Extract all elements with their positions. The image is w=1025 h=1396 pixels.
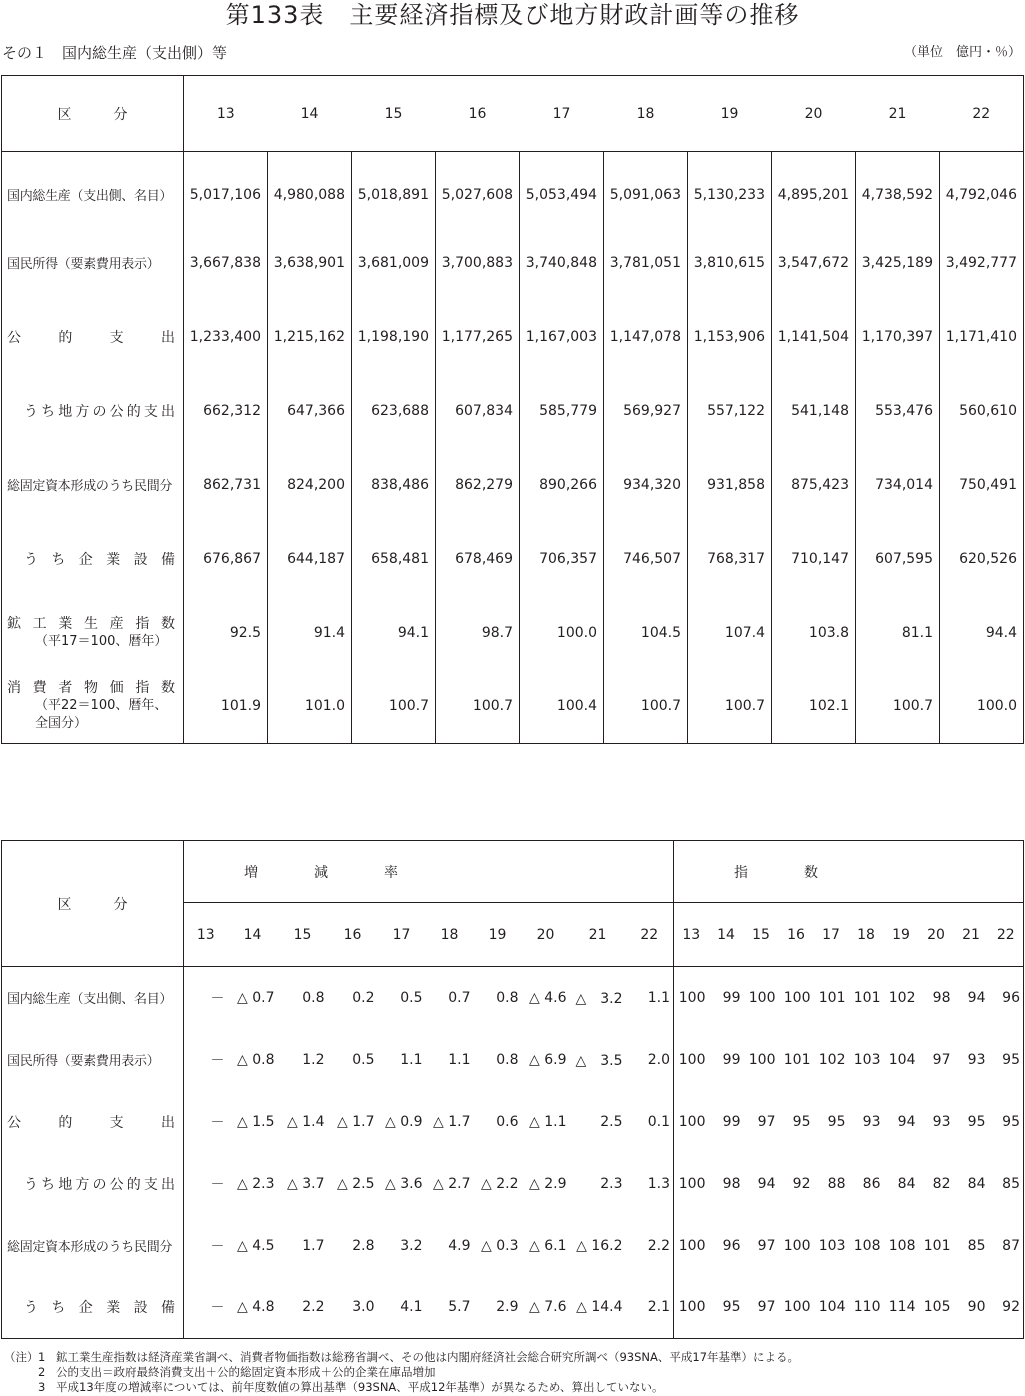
row-label: 公的支出 [2,1091,184,1153]
value-cell: 3,681,009 [352,226,436,300]
row-label: うち地方の公的支出 [2,1153,184,1215]
rate-cell: 2.9 [496,1299,519,1316]
rate-cell: 2.3 [600,1175,623,1192]
rate-cell: － [210,1052,225,1069]
year-header: 17 [520,76,604,152]
index-cell: 90 [967,1299,986,1316]
rate-cell: △ 1.5 [237,1113,275,1130]
value-cell: 4,980,088 [268,152,352,226]
row-label-main: 鉱工業生産指数 [7,615,175,632]
note-head [4,1380,38,1395]
value-cell: 838,486 [352,448,436,522]
index-cell: 100 [748,1051,776,1068]
value-cell: 620,526 [959,550,1017,567]
rate-cell: 0.6 [496,1113,519,1130]
index-cell: 97 [757,1237,776,1254]
value-cell: 3,638,901 [268,226,352,300]
row-label: うち企業設備 [2,1277,184,1339]
index-cell: 103 [853,1051,881,1068]
rate-cell: △ 2.7 [433,1175,471,1192]
value-cell: 623,688 [352,374,436,448]
table-row [2,1153,1024,1215]
value-cell: 92.5 [184,596,268,670]
value-cell: 1,167,003 [520,300,604,374]
index-header-text: 指 数 [734,864,818,881]
index-cell: 100 [783,989,811,1006]
value-cell: 541,148 [772,374,856,448]
rate-cell: △ 14.4 [576,1299,623,1316]
footnotes [4,1350,799,1395]
value-cell: 94.4 [985,624,1017,641]
rate-cell: △ 2.3 [237,1175,275,1192]
year-header: 19 [688,76,772,152]
index-cell: 94 [967,989,986,1006]
index-year-header: 13 [674,903,709,967]
main-indicators-table [1,75,1024,744]
row-label-main: 消費者物価指数 [7,680,175,697]
rate-cell: △ 4.6 [529,989,567,1006]
page-title: 第133表 主要経済指標及び地方財政計画等の推移 [225,1,800,29]
table-row [2,1029,1024,1091]
rate-cell: 0.5 [400,989,423,1006]
rate-cell: 3.2 [400,1237,423,1254]
index-year-header: 21 [954,903,989,967]
note-number: 1 [38,1350,46,1364]
index-cell: 100 [678,1299,706,1316]
index-cell: 97 [757,1299,776,1316]
index-cell: 93 [967,1051,986,1068]
rate-cell: △ 6.1 [529,1237,567,1254]
rate-cell: 1.1 [448,1051,471,1068]
value-cell: 1,171,410 [945,328,1017,345]
rate-year-header: 20 [522,903,570,967]
rate-cell: △ 6.9 [529,1051,567,1068]
value-cell: 676,867 [184,522,268,596]
value-cell: 100.7 [436,670,520,744]
value-cell: 100.7 [688,670,772,744]
index-cell: 96 [722,1237,741,1254]
value-cell: 91.4 [268,596,352,670]
value-cell: 5,091,063 [604,152,688,226]
index-cell: 98 [722,1175,741,1192]
table-row [2,596,1024,670]
value-cell: 102.1 [772,670,856,744]
value-cell: 1,147,078 [604,300,688,374]
rate-cell: △ 1.7 [337,1113,375,1130]
index-cell: 101 [923,1237,951,1254]
rate-cell: － [210,1176,225,1193]
value-cell: 750,491 [959,476,1017,493]
index-cell: 94 [897,1113,916,1130]
value-cell: 3,425,189 [856,226,940,300]
value-cell: 710,147 [772,522,856,596]
row-label: うち地方の公的支出 [2,374,184,448]
index-cell: 92 [1002,1299,1020,1316]
index-cell: 102 [888,989,916,1006]
index-group-header [674,841,1024,903]
row-label-note: （平17＝100、暦年） [35,633,168,649]
rate-cell: － [210,1114,225,1131]
rate-year-header: 14 [228,903,278,967]
rate-cell: 0.8 [496,1051,519,1068]
index-cell: 103 [818,1237,846,1254]
value-cell: 100.7 [604,670,688,744]
row-label: 総固定資本形成のうち民間分 [2,448,184,522]
value-cell: 101.9 [184,670,268,744]
rate-year-header: 21 [570,903,626,967]
value-cell: 678,469 [436,522,520,596]
rate-cell: △ 1.4 [287,1113,325,1130]
note-text: 鉱工業生産指数は経済産業省調べ、消費者物価指数は総務省調べ、その他は内閣府経済社会総合研究所調べ（93SNA、平成17年基準）による。 [56,1350,800,1364]
value-cell: 560,610 [959,402,1017,419]
rate-cell: 0.2 [352,989,375,1006]
value-cell: 5,017,106 [184,152,268,226]
note-item [4,1380,799,1395]
row-label-note: （平22＝100、暦年、全国分） [35,698,168,732]
rate-year-header: 13 [184,903,228,967]
index-cell: 84 [967,1175,986,1192]
year-header: 18 [604,76,688,152]
value-cell: 103.8 [772,596,856,670]
note-number: 2 [38,1365,46,1379]
rate-cell: 4.9 [448,1237,471,1254]
header-label: 区 分 [2,76,184,152]
value-cell: 662,312 [184,374,268,448]
index-cell: 95 [722,1299,741,1316]
rate-cell: △ 2.5 [337,1175,375,1192]
index-cell: 100 [678,1113,706,1130]
index-cell: 99 [722,1113,741,1130]
value-cell: 934,320 [604,448,688,522]
row-label [2,670,184,744]
value-cell: 5,018,891 [352,152,436,226]
rate-cell: △ 0.9 [385,1113,423,1130]
index-cell: 100 [678,1175,706,1192]
index-year-header: 22 [989,903,1024,967]
year-header: 15 [352,76,436,152]
year-header: 21 [856,76,940,152]
index-year-header: 20 [919,903,954,967]
index-cell: 100 [748,989,776,1006]
value-cell: 101.0 [268,670,352,744]
year-header: 20 [772,76,856,152]
value-cell: 557,122 [688,374,772,448]
value-cell: 100.0 [520,596,604,670]
index-cell: 82 [932,1175,951,1192]
index-year-header: 15 [744,903,779,967]
rate-cell: 5.7 [448,1299,471,1316]
value-cell: 1,170,397 [856,300,940,374]
rate-cell: 2.2 [302,1299,325,1316]
value-cell: 862,279 [436,448,520,522]
table-row [2,1277,1024,1339]
header-label: 区 分 [2,841,184,967]
rate-cell: 4.1 [400,1299,423,1316]
value-cell: 644,187 [268,522,352,596]
rate-cell: 0.8 [302,989,325,1006]
index-cell: 95 [792,1113,811,1130]
table-row [2,448,1024,522]
index-year-header: 19 [884,903,919,967]
year-header: 13 [184,76,268,152]
value-cell: 1,177,265 [436,300,520,374]
index-cell: 100 [783,1299,811,1316]
row-label: 国内総生産（支出側、名目） [2,967,184,1029]
year-header: 14 [268,76,352,152]
index-cell: 95 [827,1113,846,1130]
value-cell: 98.7 [436,596,520,670]
index-year-header: 18 [849,903,884,967]
rate-cell: △ 0.3 [481,1237,519,1254]
index-cell: 101 [853,989,881,1006]
value-cell: 94.1 [352,596,436,670]
value-cell: 1,198,190 [352,300,436,374]
rate-cell: △ 0.8 [237,1051,275,1068]
rate-cell: △ 4.8 [237,1299,275,1316]
index-cell: 108 [853,1237,881,1254]
value-cell: 3,781,051 [604,226,688,300]
rate-cell: － [210,1238,225,1255]
table-row [2,967,1024,1029]
value-cell: 607,834 [436,374,520,448]
value-cell: 706,357 [520,522,604,596]
index-cell: 100 [678,1237,706,1254]
index-cell: 110 [853,1299,881,1316]
index-year-header: 17 [814,903,849,967]
index-cell: 97 [757,1113,776,1130]
value-cell: 1,141,504 [772,300,856,374]
row-label: うち企業設備 [2,522,184,596]
value-cell: 3,810,615 [688,226,772,300]
value-cell: 104.5 [604,596,688,670]
rate-year-header: 16 [328,903,378,967]
value-cell: 81.1 [856,596,940,670]
note-text: 公的支出＝政府最終消費支出＋公的総固定資本形成＋公的企業在庫品増加 [56,1365,436,1379]
rate-year-header: 15 [278,903,328,967]
rate-cell: － [210,990,225,1007]
rate-cell: 3.0 [352,1299,375,1316]
value-cell: 658,481 [352,522,436,596]
note-head: （注） [4,1350,39,1364]
rate-cell: △ 3.6 [385,1175,423,1192]
table-row [2,152,1024,226]
value-cell: 824,200 [268,448,352,522]
value-cell: 1,153,906 [688,300,772,374]
year-header: 22 [940,76,1024,152]
rate-cell: △ 3.7 [287,1175,325,1192]
growth-index-table [1,840,1024,1339]
value-cell: 3,492,777 [945,254,1017,271]
value-cell: 746,507 [604,522,688,596]
index-cell: 100 [678,989,706,1006]
value-cell: 5,130,233 [688,152,772,226]
value-cell: 585,779 [520,374,604,448]
row-label: 公的支出 [2,300,184,374]
rate-cell: △ 1.1 [529,1113,567,1130]
index-cell: 102 [818,1051,846,1068]
rate-cell: △ 3.2 [575,990,623,1007]
value-cell: 5,027,608 [436,152,520,226]
index-cell: 88 [827,1175,846,1192]
row-label: 総固定資本形成のうち民間分 [2,1215,184,1277]
rate-header-text: 増 減 率 [244,864,398,881]
rate-cell: 0.8 [496,989,519,1006]
index-cell: 95 [1002,1051,1020,1068]
index-cell: 104 [818,1299,846,1316]
rate-cell: 1.2 [302,1051,325,1068]
note-head [4,1365,38,1380]
rate-group-header [184,841,674,903]
value-cell: 569,927 [604,374,688,448]
value-cell: 875,423 [772,448,856,522]
value-cell: 3,667,838 [184,226,268,300]
rate-year-header: 22 [626,903,674,967]
rate-cell: △ 2.2 [481,1175,519,1192]
value-cell: 5,053,494 [520,152,604,226]
value-cell: 553,476 [856,374,940,448]
rate-cell: 2.2 [626,1215,674,1277]
rate-cell: 2.5 [600,1113,623,1130]
index-cell: 93 [932,1113,951,1130]
rate-cell: △ 3.5 [575,1052,623,1069]
table-row [2,1215,1024,1277]
index-cell: 105 [923,1299,951,1316]
rate-cell: 1.1 [400,1051,423,1068]
value-cell: 862,731 [184,448,268,522]
index-cell: 114 [888,1299,916,1316]
value-cell: 3,700,883 [436,226,520,300]
value-cell: 607,595 [856,522,940,596]
table-row [2,226,1024,300]
row-label: 国民所得（要素費用表示） [2,226,184,300]
rate-cell: △ 16.2 [576,1237,623,1254]
rate-cell: △ 4.5 [237,1237,275,1254]
table-row [2,670,1024,744]
index-cell: 84 [897,1175,916,1192]
index-cell: 99 [722,1051,741,1068]
value-cell: 100.0 [976,698,1017,715]
row-label [2,596,184,670]
index-cell: 87 [1002,1237,1020,1254]
value-cell: 647,366 [268,374,352,448]
table-row [2,300,1024,374]
note-text: 平成13年度の増減率については、前年度数値の算出基準（93SNA、平成12年基準）が異なるため、算出していない。 [56,1380,664,1394]
year-header: 16 [436,76,520,152]
value-cell: 3,740,848 [520,226,604,300]
index-cell: 85 [967,1237,986,1254]
rate-cell: △ 1.7 [433,1113,471,1130]
index-cell: 98 [932,989,951,1006]
index-cell: 108 [888,1237,916,1254]
index-cell: 85 [1002,1175,1020,1192]
rate-cell: 1.3 [626,1153,674,1215]
index-cell: 86 [862,1175,881,1192]
rate-year-header: 19 [474,903,522,967]
index-year-header: 14 [709,903,744,967]
rate-cell: 2.1 [626,1277,674,1339]
rate-cell: 1.1 [626,967,674,1029]
note-number: 3 [38,1380,46,1394]
value-cell: 890,266 [520,448,604,522]
index-cell: 97 [932,1051,951,1068]
rate-cell: 2.8 [352,1237,375,1254]
rate-cell: △ 0.7 [237,989,275,1006]
index-year-header: 16 [779,903,814,967]
index-cell: 93 [862,1113,881,1130]
value-cell: 4,738,592 [856,152,940,226]
table-row [2,374,1024,448]
rate-year-header: 18 [426,903,474,967]
note-item [4,1350,799,1365]
index-cell: 95 [1002,1113,1020,1130]
value-cell: 4,895,201 [772,152,856,226]
table-row [2,1091,1024,1153]
value-cell: 1,233,400 [184,300,268,374]
index-cell: 101 [783,1051,811,1068]
rate-year-header: 17 [378,903,426,967]
value-cell: 107.4 [688,596,772,670]
section-subtitle: その１ 国内総生産（支出側）等 [2,44,228,62]
index-cell: 99 [722,989,741,1006]
value-cell: 768,317 [688,522,772,596]
value-cell: 3,547,672 [772,226,856,300]
value-cell: 100.7 [352,670,436,744]
rate-cell: 2.0 [626,1029,674,1091]
index-cell: 104 [888,1051,916,1068]
rate-cell: 0.5 [352,1051,375,1068]
index-cell: 94 [757,1175,776,1192]
index-cell: 101 [818,989,846,1006]
row-label: 国民所得（要素費用表示） [2,1029,184,1091]
value-cell: 4,792,046 [945,186,1017,203]
value-cell: 734,014 [856,448,940,522]
index-cell: 95 [967,1113,986,1130]
value-cell: 100.4 [520,670,604,744]
unit-label: （単位 億円・％） [903,45,1021,60]
rate-cell: △ 2.9 [529,1175,567,1192]
index-cell: 96 [1002,989,1020,1006]
value-cell: 100.7 [856,670,940,744]
note-item [4,1365,799,1380]
index-cell: 92 [792,1175,811,1192]
value-cell: 931,858 [688,448,772,522]
rate-cell: △ 7.6 [529,1299,567,1316]
row-label: 国内総生産（支出側、名目） [2,152,184,226]
rate-cell: － [210,1300,225,1317]
index-cell: 100 [678,1051,706,1068]
index-cell: 100 [783,1237,811,1254]
rate-cell: 0.7 [448,989,471,1006]
value-cell: 1,215,162 [268,300,352,374]
rate-cell: 0.1 [626,1091,674,1153]
rate-cell: 1.7 [302,1237,325,1254]
table-row [2,522,1024,596]
